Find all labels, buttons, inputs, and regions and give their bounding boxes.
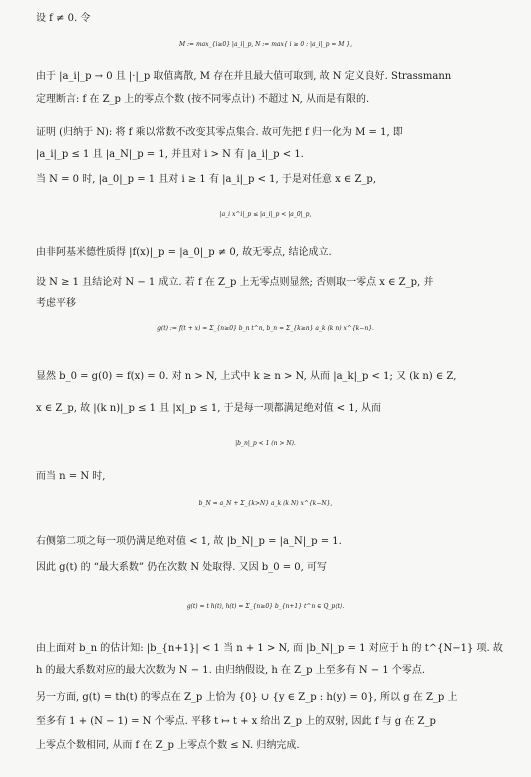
display-equation: g(t) := f(t + x) = Σ_{n≥0} b_n t^n, b_n = Σ_{k≥n} a_k (k n) x^{k−n}.	[157, 325, 374, 332]
text-line: 由于 |a_i|_p → 0 且 |·|_p 取值离散, M 存在并且最大值可取到, 故 N 定义良好. Strassmann	[36, 71, 452, 82]
text-line: 因此 g(t) 的 “最大系数” 仍在次数 N 处取得. 又因 b_0 = 0, 可写	[36, 562, 328, 573]
display-equation: |a_i x^i|_p ≤ |a_i|_p < |a_0|_p,	[219, 211, 312, 218]
display-equation: b_N = a_N + Σ_{k>N} a_k (k N) x^{k−N},	[198, 500, 333, 507]
text-line: |a_i|_p ≤ 1 且 |a_N|_p = 1, 并且对 i > N 有 |a_i|_p < 1.	[36, 149, 304, 160]
text-line: 由非阿基米德性质得 |f(x)|_p = |a_0|_p ≠ 0, 故无零点, 结论成立.	[36, 247, 332, 258]
text-line: 右侧第二项之每一项仍满足绝对值 < 1, 故 |b_N|_p = |a_N|_p = 1.	[36, 536, 342, 547]
text-line: 考虑平移	[36, 298, 76, 309]
text-line: 设 f ≠ 0. 令	[36, 13, 91, 24]
text-line: 由上面对 b_n 的估计知: |b_{n+1}| < 1 当 n + 1 > N, 而 |b_N|_p = 1 对应于 h 的 t^{N−1} 项. 故	[36, 643, 503, 654]
display-equation: |b_n|_p < 1 (n > N).	[235, 440, 296, 447]
text-line: 设 N ≥ 1 且结论对 N − 1 成立. 若 f 在 Z_p 上无零点则显然; 否则取一零点 x ∈ Z_p, 并	[36, 277, 434, 288]
text-line: x ∈ Z_p, 故 |(k n)|_p ≤ 1 且 |x|_p ≤ 1, 于是每一项都满足绝对值 < 1, 从而	[36, 403, 382, 414]
text-line: 另一方面, g(t) = th(t) 的零点在 Z_p 上恰为 {0} ∪ {y ∈ Z_p : h(y) = 0}, 所以 g 在 Z_p 上	[36, 692, 458, 703]
display-equation: M := max_{i≥0} |a_i|_p, N := max{ i ≥ 0 : |a_i|_p = M },	[178, 41, 353, 48]
text-line: 当 N = 0 时, |a_0|_p = 1 且对 i ≥ 1 有 |a_i|_p < 1, 于是对任意 x ∈ Z_p,	[36, 174, 376, 185]
text-line: 而当 n = N 时,	[36, 471, 106, 482]
text-line: 上零点个数相同, 从而 f 在 Z_p 上零点个数 ≤ N. 归纳完成.	[36, 740, 300, 751]
display-equation: g(t) = t h(t), h(t) = Σ_{n≥0} b_{n+1} t^n ∈ Q_p⟨t⟩.	[186, 603, 345, 610]
text-line: 定理断言: f 在 Z_p 上的零点个数 (按不同零点计) 不超过 N, 从而是有限的.	[36, 94, 370, 105]
text-line: h 的最大系数对应的最大次数为 N − 1. 由归纳假设, h 在 Z_p 上至多有 N − 1 个零点.	[36, 665, 426, 676]
text-line: 至多有 1 + (N − 1) = N 个零点. 平移 t ↦ t + x 给出 Z_p 上的双射, 因此 f 与 g 在 Z_p	[36, 716, 436, 727]
text-line: 证明 (归纳于 N): 将 f 乘以常数不改变其零点集合. 故可先把 f 归一化为 M = 1, 即	[36, 127, 403, 138]
text-line: 显然 b_0 = g(0) = f(x) = 0. 对 n > N, 上式中 k ≥ n > N, 从而 |a_k|_p < 1; 又 (k n) ∈ Z,	[36, 371, 457, 382]
